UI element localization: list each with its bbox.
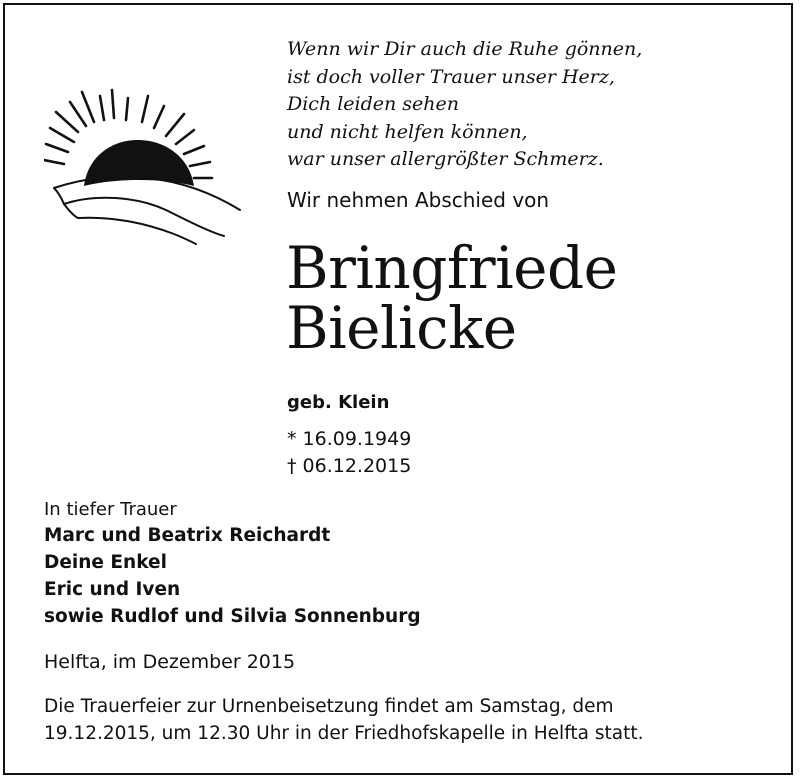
death-date: † 06.12.2015: [287, 455, 412, 477]
intro-text: Wir nehmen Abschied von: [287, 188, 550, 212]
service-info: [44, 693, 643, 747]
first-name: Bringfriede: [286, 234, 618, 302]
mourner-name: Eric und Iven: [44, 579, 181, 600]
service-line: 19.12.2015, um 12.30 Uhr in der Friedhofskapelle in Helfta statt.: [44, 723, 644, 744]
poem-line: und nicht helfen können,: [287, 120, 528, 143]
mourner-name: Marc und Beatrix Reichardt: [44, 525, 331, 546]
mourner-name: Deine Enkel: [44, 552, 167, 573]
poem-line: Dich leiden sehen: [287, 93, 460, 115]
rising-sun-over-hills-icon: [44, 86, 246, 248]
mourners-list: [44, 522, 421, 630]
poem-line: ist doch voller Trauer unser Herz,: [287, 65, 615, 88]
mourner-name: sowie Rudlof und Silvia Sonnenburg: [44, 606, 421, 627]
birth-date: * 16.09.1949: [287, 428, 412, 450]
place-date: Helfta, im Dezember 2015: [44, 651, 296, 673]
mourners-label: In tiefer Trauer: [44, 499, 177, 520]
poem-line: Wenn wir Dir auch die Ruhe gönnen,: [287, 38, 643, 60]
last-name: Bielicke: [286, 294, 517, 362]
service-line: Die Trauerfeier zur Urnenbeisetzung findet am Samstag, dem: [44, 696, 614, 717]
deceased-name: [286, 234, 618, 362]
memorial-poem: [287, 36, 642, 174]
maiden-name: geb. Klein: [287, 392, 390, 413]
poem-line: war unser allergrößter Schmerz.: [287, 148, 604, 170]
life-dates: [287, 426, 411, 480]
